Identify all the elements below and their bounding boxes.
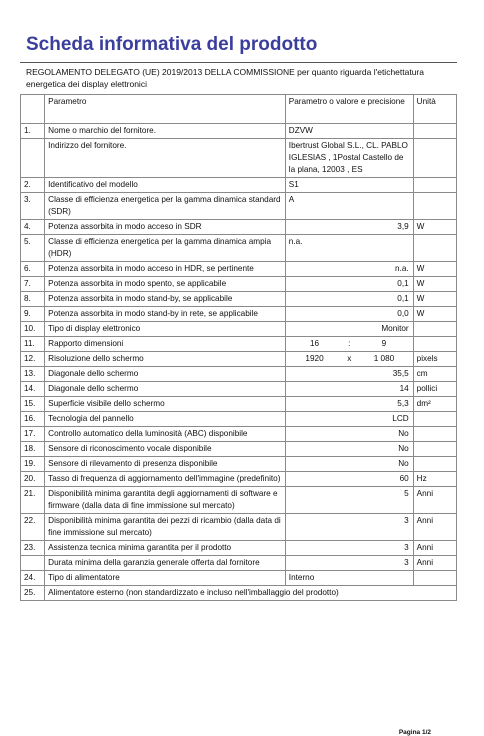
row-value: 3 [285,514,413,541]
row-number: 5. [21,235,45,262]
row-parameter: Rapporto dimensioni [45,337,286,352]
row-unit [413,193,456,220]
table-row [21,586,457,601]
table-row [21,472,457,487]
table-row [21,541,457,556]
row-number: 1. [21,124,45,139]
row-number: 18. [21,442,45,457]
row-parameter: Durata minima della garanzia generale offerta dal fornitore [45,556,286,571]
row-parameter: Potenza assorbita in modo acceso in HDR, se pertinente [45,262,286,277]
row-unit: W [413,292,456,307]
row-unit: cm [413,367,456,382]
row-unit: Anni [413,514,456,541]
row-value: 3 [285,556,413,571]
parameter-table [20,94,457,601]
row-parameter: Indirizzo del fornitore. [45,139,286,178]
table-row [21,367,457,382]
row-value: No [285,427,413,442]
row-parameter: Potenza assorbita in modo stand-by, se applicabile [45,292,286,307]
row-number: 4. [21,220,45,235]
row-parameter: Classe di efficienza energetica per la gamma dinamica ampia (HDR) [45,235,286,262]
row-number: 9. [21,307,45,322]
row-parameter: Sensore di riconoscimento vocale disponibile [45,442,286,457]
header-unit: Unità [413,95,456,124]
row-value: A [285,193,413,220]
table-row [21,352,457,367]
row-value: n.a. [285,235,413,262]
table-row [21,571,457,586]
row-number: 16. [21,412,45,427]
row-value [285,337,413,352]
table-row [21,397,457,412]
row-unit [413,235,456,262]
row-parameter: Potenza assorbita in modo spento, se applicabile [45,277,286,292]
table-row [21,139,457,178]
page-number: Pagina 1/2 [398,729,431,736]
row-value: S1 [285,178,413,193]
row-parameter: Risoluzione dello schermo [45,352,286,367]
row-value [285,352,413,367]
row-value: n.a. [285,262,413,277]
row-value: 5 [285,487,413,514]
row-unit [413,337,456,352]
row-unit [413,139,456,178]
row-parameter: Classe di efficienza energetica per la gamma dinamica standard (SDR) [45,193,286,220]
row-unit [413,178,456,193]
row-unit [413,427,456,442]
table-header-row [21,95,457,124]
value-separator: : [348,339,351,348]
row-number [21,139,45,178]
table-row [21,487,457,514]
row-parameter: Controllo automatico della luminosità (ABC) disponibile [45,427,286,442]
row-unit [413,124,456,139]
row-parameter: Superficie visibile dello schermo [45,397,286,412]
row-value: LCD [285,412,413,427]
row-value: 5,3 [285,397,413,412]
row-unit: pollici [413,382,456,397]
table-row [21,292,457,307]
value-part: 1 080 [373,354,395,363]
row-unit: Anni [413,487,456,514]
table-row [21,307,457,322]
value-part: 1920 [305,354,324,363]
row-value: 3,9 [285,220,413,235]
row-unit [413,412,456,427]
value-part: 16 [309,339,320,348]
row-number: 2. [21,178,45,193]
table-row [21,322,457,337]
row-parameter: Diagonale dello schermo [45,382,286,397]
table-row [21,277,457,292]
row-value: 35,5 [285,367,413,382]
table-row [21,427,457,442]
table-row [21,382,457,397]
value-separator: x [347,354,352,363]
row-number: 15. [21,397,45,412]
table-row [21,262,457,277]
row-number: 10. [21,322,45,337]
row-number [21,556,45,571]
row-number: 21. [21,487,45,514]
row-number: 8. [21,292,45,307]
row-value: No [285,442,413,457]
row-unit [413,322,456,337]
table-row [21,235,457,262]
table-row [21,514,457,541]
table-row [21,556,457,571]
row-unit: Anni [413,541,456,556]
product-information-sheet [20,30,457,736]
row-unit: Hz [413,472,456,487]
row-parameter: Sensore di rilevamento di presenza disponibile [45,457,286,472]
row-unit: W [413,277,456,292]
row-parameter: Potenza assorbita in modo stand-by in rete, se applicabile [45,307,286,322]
table-row [21,412,457,427]
row-number: 6. [21,262,45,277]
row-value: 0,0 [285,307,413,322]
row-parameter: Tasso di frequenza di aggiornamento dell'immagine (predefinito) [45,472,286,487]
row-parameter: Alimentatore esterno (non standardizzato e incluso nell'imballaggio del prodotto) [45,586,457,601]
row-value: 0,1 [285,277,413,292]
row-number: 17. [21,427,45,442]
row-parameter: Tipo di display elettronico [45,322,286,337]
row-number: 23. [21,541,45,556]
header-number [21,95,45,124]
row-unit: pixels [413,352,456,367]
title-divider [20,62,457,63]
row-parameter: Nome o marchio del fornitore. [45,124,286,139]
row-value: 3 [285,541,413,556]
table-row [21,193,457,220]
header-value: Parametro o valore e precisione [285,95,413,124]
row-parameter: Diagonale dello schermo [45,367,286,382]
row-parameter: Disponibilità minima garantita degli aggiornamenti di software e firmware (dalla data di fine immissione sul mercato) [45,487,286,514]
row-number: 3. [21,193,45,220]
row-value: Interno [285,571,413,586]
row-parameter: Identificativo del modello [45,178,286,193]
row-value: 60 [285,472,413,487]
row-number: 13. [21,367,45,382]
header-parameter: Parametro [45,95,286,124]
row-value: 0,1 [285,292,413,307]
row-number: 25. [21,586,45,601]
row-parameter: Tipo di alimentatore [45,571,286,586]
row-value: DZVW [285,124,413,139]
row-unit: W [413,307,456,322]
row-unit [413,457,456,472]
table-row [21,220,457,235]
row-parameter: Assistenza tecnica minima garantita per il prodotto [45,541,286,556]
row-value: No [285,457,413,472]
row-value: Monitor [285,322,413,337]
regulation-subtitle: REGOLAMENTO DELEGATO (UE) 2019/2013 DELLA COMMISSIONE per quanto riguarda l'etichettatura energetica dei display elettronici [26,67,424,89]
row-number: 19. [21,457,45,472]
table-row [21,178,457,193]
row-number: 22. [21,514,45,541]
row-number: 7. [21,277,45,292]
value-part: 9 [381,339,387,348]
row-unit: Anni [413,556,456,571]
row-number: 24. [21,571,45,586]
row-number: 14. [21,382,45,397]
row-parameter: Potenza assorbita in modo acceso in SDR [45,220,286,235]
row-unit [413,442,456,457]
table-row [21,442,457,457]
row-number: 11. [21,337,45,352]
row-number: 20. [21,472,45,487]
row-parameter: Disponibilità minima garantita dei pezzi di ricambio (dalla data di fine immissione sul mercato) [45,514,286,541]
table-row [21,457,457,472]
row-unit: W [413,262,456,277]
table-row [21,337,457,352]
row-number: 12. [21,352,45,367]
row-value: Ibertrust Global S.L., CL. PABLO IGLESIAS , 1Postal Castello de la plana, 12003 , ES [285,139,413,178]
row-unit [413,571,456,586]
sheet-title: Scheda informativa del prodotto [26,34,318,55]
row-parameter: Tecnologia del pannello [45,412,286,427]
row-value: 14 [285,382,413,397]
table-row [21,124,457,139]
row-unit: W [413,220,456,235]
row-unit: dm² [413,397,456,412]
